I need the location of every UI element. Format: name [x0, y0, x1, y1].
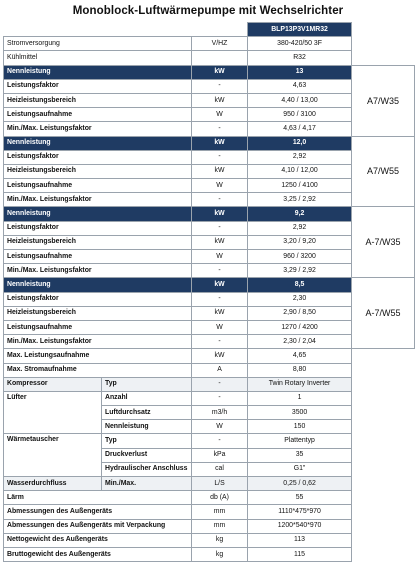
- table-row: [4, 391, 415, 405]
- row-label: Min./Max. Leistungsfaktor: [4, 264, 192, 278]
- row-label: Heizleistungsbereich: [4, 235, 192, 249]
- row-unit: kg: [192, 547, 248, 561]
- row-unit: kW: [192, 65, 248, 79]
- table-row: [4, 434, 415, 448]
- row-sublabel: Hydraulischer Anschluss: [102, 462, 192, 476]
- row-value: G1": [248, 462, 352, 476]
- block-header-row: [4, 65, 415, 79]
- row-label: Lärm: [4, 491, 192, 505]
- condition-label: A7/W55: [352, 136, 415, 207]
- row-value: 950 / 3100: [248, 108, 352, 122]
- model-row: [4, 23, 415, 37]
- row-label: Bruttogewicht des Außengeräts: [4, 547, 192, 561]
- row-unit: m3/h: [192, 406, 248, 420]
- table-row: [4, 477, 415, 491]
- row-label: Leistungsfaktor: [4, 292, 192, 306]
- row-unit: L/S: [192, 477, 248, 491]
- row-value: 4,40 / 13,00: [248, 93, 352, 107]
- row-label: Nennleistung: [4, 207, 192, 221]
- row-value: Twin Rotary Inverter: [248, 377, 352, 391]
- row-unit: kW: [192, 207, 248, 221]
- row-value: 4,63: [248, 79, 352, 93]
- row-sublabel: Min./Max.: [102, 477, 192, 491]
- row-value: 3,25 / 2,92: [248, 193, 352, 207]
- row-label: Leistungsaufnahme: [4, 320, 192, 334]
- row-value: 1200*540*970: [248, 519, 352, 533]
- row-value: 35: [248, 448, 352, 462]
- row-value: 1270 / 4200: [248, 320, 352, 334]
- row-label: Wärmetauscher: [4, 434, 102, 477]
- table-row: [4, 363, 415, 377]
- row-value: 12,0: [248, 136, 352, 150]
- row-unit: kW: [192, 235, 248, 249]
- row-value: 150: [248, 420, 352, 434]
- row-value: 113: [248, 533, 352, 547]
- row-unit: kW: [192, 164, 248, 178]
- row-label: Heizleistungsbereich: [4, 93, 192, 107]
- row-value: 2,92: [248, 221, 352, 235]
- row-value: 1250 / 4100: [248, 179, 352, 193]
- row-unit: -: [192, 377, 248, 391]
- row-unit: kW: [192, 136, 248, 150]
- row-unit: W: [192, 108, 248, 122]
- row-unit: W: [192, 320, 248, 334]
- row-unit: -: [192, 292, 248, 306]
- row-value: 1: [248, 391, 352, 405]
- row-unit: -: [192, 335, 248, 349]
- row-value: 2,30 / 2,04: [248, 335, 352, 349]
- table-row: [4, 349, 415, 363]
- row-unit: -: [192, 79, 248, 93]
- row-label: Leistungsaufnahme: [4, 179, 192, 193]
- table-row: [4, 519, 415, 533]
- row-unit: -: [192, 264, 248, 278]
- row-sublabel: Typ: [102, 377, 192, 391]
- row-unit: V/HZ: [192, 37, 248, 51]
- row-value: 8,5: [248, 278, 352, 292]
- row-value: 380-420/50 3F: [248, 37, 352, 51]
- row-label: Leistungsaufnahme: [4, 250, 192, 264]
- table-row: [4, 505, 415, 519]
- row-value: 4,63 / 4,17: [248, 122, 352, 136]
- table-row: [4, 377, 415, 391]
- row-unit: kg: [192, 533, 248, 547]
- row-value: 13: [248, 65, 352, 79]
- row-label: Abmessungen des Außengeräts mit Verpackung: [4, 519, 192, 533]
- row-label: Leistungsfaktor: [4, 221, 192, 235]
- page-title: Monoblock-Luftwärmepumpe mit Wechselrichter: [72, 5, 344, 17]
- row-label: Min./Max. Leistungsfaktor: [4, 193, 192, 207]
- row-label: Heizleistungsbereich: [4, 164, 192, 178]
- table-row: [4, 547, 415, 561]
- row-unit: mm: [192, 505, 248, 519]
- row-unit: -: [192, 193, 248, 207]
- row-value: 2,90 / 8,50: [248, 306, 352, 320]
- block-header-row: [4, 278, 415, 292]
- row-value: 115: [248, 547, 352, 561]
- row-label: Max. Stromaufnahme: [4, 363, 192, 377]
- row-label: Min./Max. Leistungsfaktor: [4, 335, 192, 349]
- row-label: Nennleistung: [4, 278, 192, 292]
- spec-table: [3, 22, 415, 562]
- row-label: Wasserdurchfluss: [4, 477, 102, 491]
- table-row: [4, 51, 415, 65]
- row-value: Plattentyp: [248, 434, 352, 448]
- row-sublabel: Druckverlust: [102, 448, 192, 462]
- row-value: R32: [248, 51, 352, 65]
- row-unit: kW: [192, 278, 248, 292]
- row-unit: W: [192, 179, 248, 193]
- row-unit: -: [192, 122, 248, 136]
- condition-label: A-7/W55: [352, 278, 415, 349]
- row-value: 3,29 / 2,92: [248, 264, 352, 278]
- row-unit: kW: [192, 306, 248, 320]
- row-unit: db (A): [192, 491, 248, 505]
- row-value: 4,65: [248, 349, 352, 363]
- row-value: 9,2: [248, 207, 352, 221]
- row-sublabel: Luftdurchsatz: [102, 406, 192, 420]
- row-unit: [192, 51, 248, 65]
- table-row: [4, 533, 415, 547]
- row-unit: -: [192, 391, 248, 405]
- row-value: 2,92: [248, 150, 352, 164]
- row-unit: W: [192, 420, 248, 434]
- row-label: Nennleistung: [4, 65, 192, 79]
- row-label: Kühlmittel: [4, 51, 192, 65]
- row-unit: W: [192, 250, 248, 264]
- row-label: Leistungsfaktor: [4, 150, 192, 164]
- row-label: Heizleistungsbereich: [4, 306, 192, 320]
- row-value: 2,30: [248, 292, 352, 306]
- condition-label: A7/W35: [352, 65, 415, 136]
- row-value: 55: [248, 491, 352, 505]
- row-unit: -: [192, 221, 248, 235]
- row-label: Abmessungen des Außengeräts: [4, 505, 192, 519]
- table-row: [4, 491, 415, 505]
- row-sublabel: Anzahl: [102, 391, 192, 405]
- row-label: Nennleistung: [4, 136, 192, 150]
- row-label: Nettogewicht des Außengeräts: [4, 533, 192, 547]
- row-unit: cal: [192, 462, 248, 476]
- row-label: Max. Leistungsaufnahme: [4, 349, 192, 363]
- row-label: Kompressor: [4, 377, 102, 391]
- table-row: [4, 37, 415, 51]
- row-value: 8,80: [248, 363, 352, 377]
- row-label: Leistungsaufnahme: [4, 108, 192, 122]
- row-unit: A: [192, 363, 248, 377]
- row-label: Lüfter: [4, 391, 102, 434]
- row-label: Leistungsfaktor: [4, 79, 192, 93]
- row-label: Stromversorgung: [4, 37, 192, 51]
- row-unit: kW: [192, 349, 248, 363]
- row-value: 3500: [248, 406, 352, 420]
- row-value: 3,20 / 9,20: [248, 235, 352, 249]
- row-unit: -: [192, 150, 248, 164]
- row-unit: -: [192, 434, 248, 448]
- row-sublabel: Nennleistung: [102, 420, 192, 434]
- condition-label: A-7/W35: [352, 207, 415, 278]
- row-value: 960 / 3200: [248, 250, 352, 264]
- row-value: 0,25 / 0,62: [248, 477, 352, 491]
- block-header-row: [4, 207, 415, 221]
- row-value: 1110*475*970: [248, 505, 352, 519]
- row-unit: kPa: [192, 448, 248, 462]
- row-sublabel: Typ: [102, 434, 192, 448]
- row-label: Min./Max. Leistungsfaktor: [4, 122, 192, 136]
- row-unit: mm: [192, 519, 248, 533]
- row-value: 4,10 / 12,00: [248, 164, 352, 178]
- row-unit: kW: [192, 93, 248, 107]
- model-cell: BLP13P3V1MR32: [248, 23, 352, 37]
- block-header-row: [4, 136, 415, 150]
